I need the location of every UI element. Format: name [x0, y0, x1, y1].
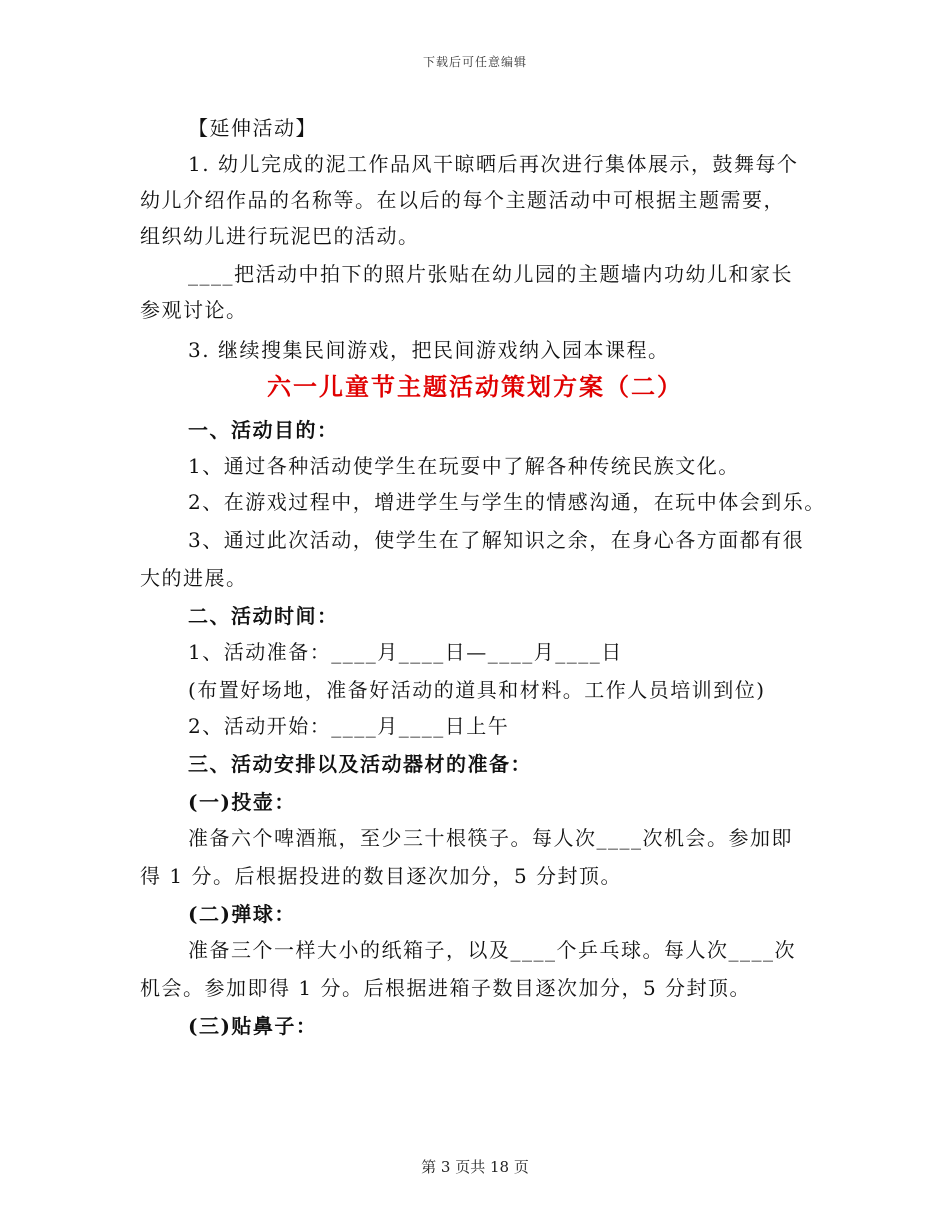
- section-3-sub-c-heading: (三)贴鼻子：: [188, 1014, 318, 1038]
- page-footer: 第 3 页共 18 页: [421, 1158, 529, 1176]
- extension-item-1-line-2: 幼儿介绍作品的名称等。在以后的每个主题活动中可根据主题需要，: [140, 188, 785, 212]
- extension-item-2-line-1: ____把活动中拍下的照片张贴在幼儿园的主题墙内功幼儿和家长: [188, 262, 793, 286]
- section-3-sub-b-line-2: 机会。参加即得 1 分。后根据进箱子数目逐次加分，5 分封顶。: [140, 976, 752, 1000]
- section-3-sub-a-line-1: 准备六个啤酒瓶，至少三十根筷子。每人次____次机会。参加即: [188, 826, 793, 850]
- extension-item-2-line-2: 参观讨论。: [140, 298, 248, 322]
- section-3-sub-b-line-1: 准备三个一样大小的纸箱子，以及____个乒乓球。每人次____次: [188, 938, 796, 962]
- section-2-item-2: 2、活动开始：____月____日上午: [188, 714, 510, 738]
- section-3-sub-a-line-2: 得 1 分。后根据投进的数目逐次加分，5 分封顶。: [140, 864, 623, 888]
- extension-item-1-line-1: 1. 幼儿完成的泥工作品风干晾晒后再次进行集体展示，鼓舞每个: [188, 152, 799, 176]
- extension-item-1-line-3: 组织幼儿进行玩泥巴的活动。: [140, 224, 420, 248]
- section-1-item-3-line-2: 大的进展。: [140, 566, 248, 590]
- section-1-item-2: 2、在游戏过程中，增进学生与学生的情感沟通，在玩中体会到乐。: [188, 490, 826, 514]
- section-3-sub-a-heading: (一)投壶：: [188, 790, 296, 814]
- section-3-sub-b-heading: (二)弹球：: [188, 902, 296, 926]
- section-2-heading: 二、活动时间：: [188, 604, 339, 628]
- section-1-heading: 一、活动目的：: [188, 418, 339, 442]
- section-1-item-1: 1、通过各种活动使学生在玩耍中了解各种传统民族文化。: [188, 454, 740, 478]
- document-title: 六一儿童节主题活动策划方案（二）: [267, 372, 683, 401]
- page-header: 下载后可任意编辑: [422, 55, 527, 69]
- section-1-item-3-line-1: 3、通过此次活动，使学生在了解知识之余，在身心各方面都有很: [188, 528, 805, 552]
- section-2-note: (布置好场地，准备好活动的道具和材料。工作人员培训到位): [188, 678, 766, 702]
- section-3-heading: 三、活动安排以及活动器材的准备：: [188, 752, 532, 776]
- section-2-item-1: 1、活动准备：____月____日—____月____日: [188, 640, 623, 664]
- extension-heading: 【延伸活动】: [188, 116, 317, 140]
- extension-item-3: 3. 继续搜集民间游戏，把民间游戏纳入园本课程。: [188, 338, 670, 362]
